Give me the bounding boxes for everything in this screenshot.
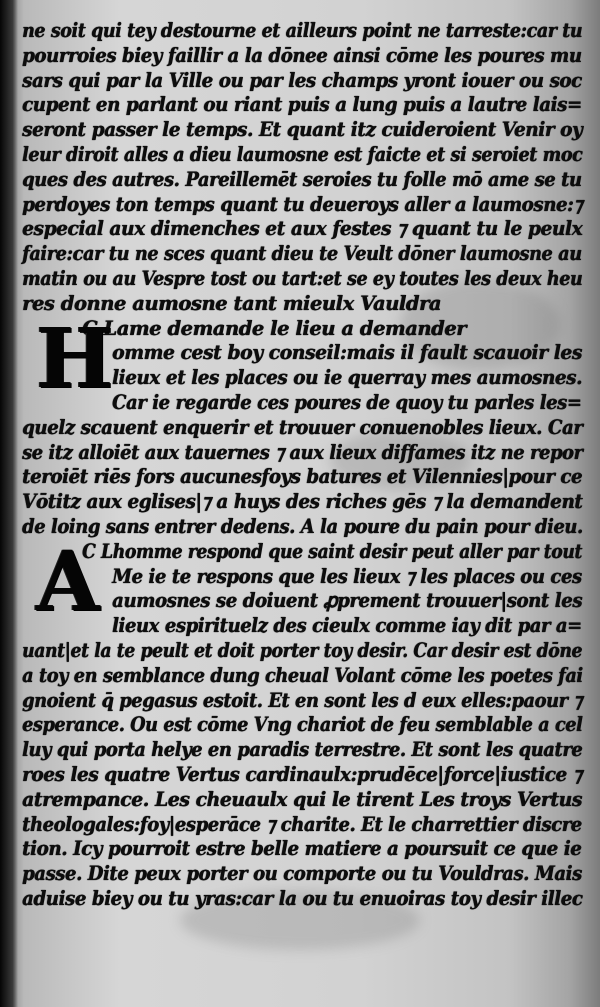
section-heading: C Lame demande le lieu a demander <box>82 317 466 340</box>
dropcap-letter: H <box>36 311 114 407</box>
text-line: quelz scauent enquerir et trouuer conuenobles lieux. Car <box>22 416 583 439</box>
text-line: ques des autres. Pareillemēt seroies tu folle mō ame se tu <box>22 168 582 191</box>
text-line: especial aux dimenches et aux festes ⁊ quant tu le peulx <box>22 217 583 240</box>
dropcap-letter: A <box>36 534 100 630</box>
text-line: perdoyes ton temps quant tu deueroys aller a laumosne:⁊ <box>22 193 582 216</box>
text-line: teroiēt riēs fors aucunesfoys batures et Vilennies|pour ce <box>22 465 583 488</box>
text-line: luy qui porta helye en paradis terrestre. Et sont les quatre <box>22 738 583 761</box>
text-line: tion. Icy pourroit estre belle matiere a poursuit ce que ie <box>22 837 582 860</box>
text-line: se itz alloiēt aux tauernes ⁊ aux lieux diffames itz ne repor <box>22 441 583 464</box>
text-line: ne soit qui tey destourne et ailleurs point ne tarreste:car tu <box>22 19 583 42</box>
text-line: matin ou au Vespre tost ou tart:et se ey toutes les deux heu <box>22 267 583 290</box>
text-line: a toy en semblance dung cheual Volant cōme les poetes fai <box>22 664 583 687</box>
text-line: de loing sans entrer dedens. A la poure du pain pour dieu. <box>22 515 583 538</box>
text-line: Car ie regarde ces poures de quoy tu parles les= <box>112 391 582 414</box>
text-line: gnoient q̄ pegasus estoit. Et en sont les d eux elles:paour ⁊ <box>22 689 582 712</box>
text-line: theologales:foy|esperāce ⁊ charite. Et le charrettier discre <box>22 813 582 836</box>
text-line: aumosnes se doiuent ꝓprement trouuer|sont les <box>112 589 583 612</box>
text-line: sars qui par la Ville ou par les champs yront iouer ou soc <box>22 69 582 92</box>
text-line: pourroies biey faillir a la dōnee ainsi cōme les poures mu <box>22 44 582 67</box>
text-line: Vōtitz aux eglises|⁊ a huys des riches gēs ⁊ la demandent <box>22 490 583 513</box>
text-line: omme cest boy conseil:mais il fault scauoir les <box>112 341 582 364</box>
text-line: Me ie te respons que les lieux ⁊ les places ou ces <box>112 565 582 588</box>
page-spine-shadow <box>0 0 18 1007</box>
text-line: passe. Dite peux porter ou comporte ou tu Vouldras. Mais <box>22 862 582 885</box>
section-heading: C Lhomme respond que saint desir peut aller par tout <box>82 540 582 563</box>
text-line: esperance. Ou est cōme Vng chariot de feu semblable a cel <box>22 713 583 736</box>
text-line: lieux espirituelz des cieulx comme iay dit par a= <box>112 614 582 637</box>
text-line: atrempance. Les cheuaulx qui le tirent Les troys Vertus <box>22 788 582 811</box>
text-line: lieux et les places ou ie querray mes aumosnes. <box>112 366 582 389</box>
text-line: res donne aumosne tant mieulx Vauldra <box>22 292 441 315</box>
text-line: roes les quatre Vertus cardinaulx:prudēce|force|iustice ⁊ <box>22 763 582 786</box>
text-line: seront passer le temps. Et quant itz cuideroient Venir oy <box>22 118 583 141</box>
text-line: cupent en parlant ou riant puis a lung puis a lautre lais= <box>22 93 582 116</box>
text-line: faire:car tu ne sces quant dieu te Veult dōner laumosne au <box>22 242 582 265</box>
text-line: leur diroit alles a dieu laumosne est faicte et si seroiet moc <box>22 143 583 166</box>
text-line: aduise biey ou tu yras:car la ou tu enuoiras toy desir illec <box>22 887 583 910</box>
text-line: uant|et la te peult et doit porter toy desir. Car desir est dōne <box>22 639 582 662</box>
